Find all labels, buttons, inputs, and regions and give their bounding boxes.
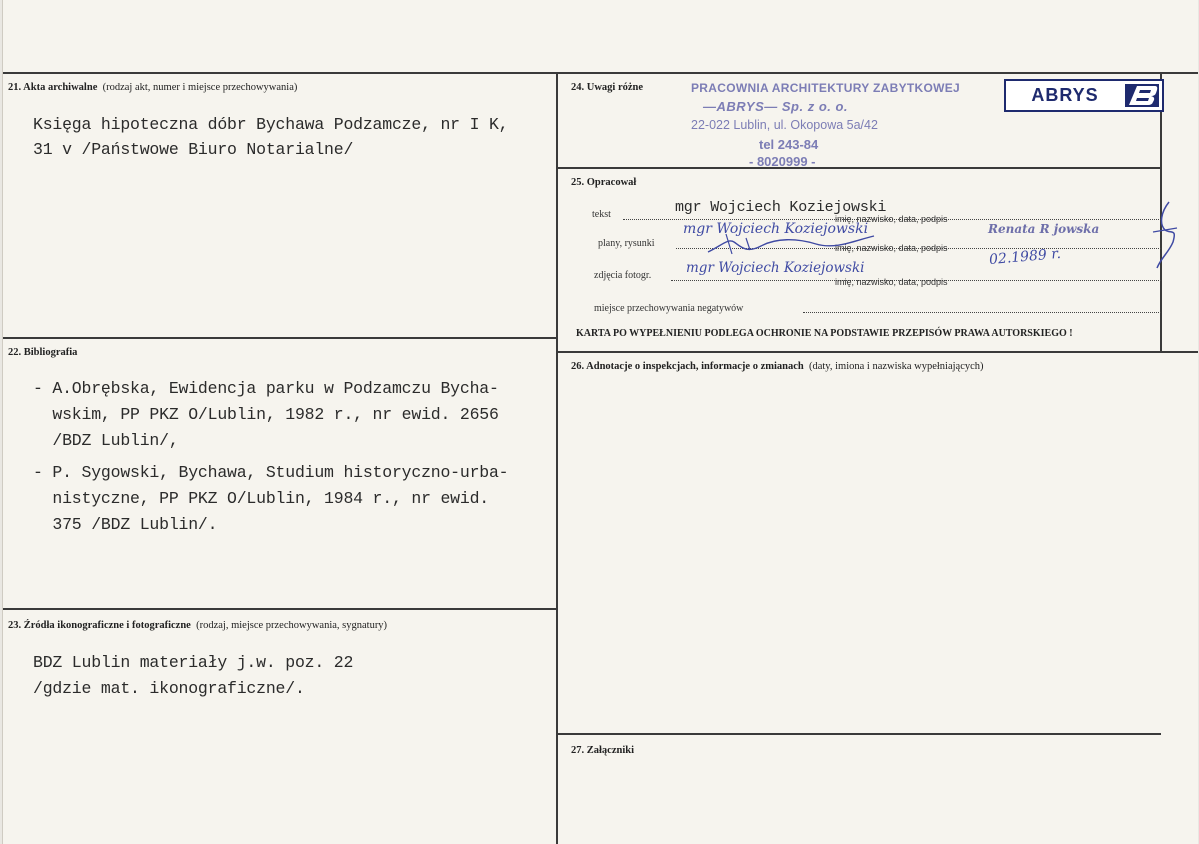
bibliography-line-1: - A.Obrębska, Ewidencja parku w Podzamczu Bycha- [33, 379, 499, 398]
divider-22-23 [3, 608, 557, 610]
bibliography-line-3: /BDZ Lublin/, [33, 431, 179, 450]
company-stamp-line-4: tel 243-84 [759, 137, 819, 152]
bibliography-line-5: nistyczne, PP PKZ O/Lublin, 1984 r., nr ewid. [33, 489, 489, 508]
section-23-line-1: BDZ Lublin materiały j.w. poz. 22 [33, 653, 354, 672]
zdjecia-caption: imię, nazwisko, data, podpis [835, 277, 948, 287]
abrys-logo-text: ABRYS [1031, 85, 1099, 105]
date-handwritten: 02.1989 r. [988, 245, 1062, 269]
abrys-logo-mark-icon [1125, 84, 1159, 107]
column-divider [556, 72, 558, 844]
signature-initial-icon [1151, 198, 1181, 283]
row-zdjecia-label: zdjęcia fotogr. [594, 270, 652, 281]
section-27-label: 27. Załączniki [571, 745, 635, 756]
row-tekst-label: tekst [592, 209, 611, 220]
section-21-line-1: Księga hipoteczna dóbr Bychawa Podzamcze, nr I K, [33, 115, 509, 134]
company-stamp-line-3: 22-022 Lublin, ul. Okopowa 5a/42 [691, 118, 878, 132]
bibliography-line-2: wskim, PP PKZ O/Lublin, 1982 r., nr ewid. 2656 [33, 405, 499, 424]
plany-stamp-right: Renata R jowska [988, 222, 1100, 236]
zdjecia-value: mgr Wojciech Koziejowski [686, 260, 865, 276]
section-21-label: 21. Akta archiwalne (rodzaj akt, numer i miejsce przechowywania) [8, 82, 298, 93]
section-23-label: 23. Źródła ikonograficzne i fotograficzne (rodzaj, miejsce przechowywania, sygnatury) [8, 620, 388, 631]
section-24-label: 24. Uwagi różne [571, 82, 644, 93]
divider-24-25 [556, 167, 1161, 169]
company-stamp-line-1: PRACOWNIA ARCHITEKTURY ZABYTKOWEJ [691, 81, 961, 95]
top-border [3, 72, 1198, 74]
abrys-logo [1004, 79, 1164, 112]
divider-26-27 [556, 733, 1161, 735]
row-miejsce-label: miejsce przechowywania negatywów [594, 303, 744, 314]
tekst-value: mgr Wojciech Koziejowski [675, 199, 887, 216]
record-card [2, 0, 1198, 844]
tekst-caption: imię, nazwisko, data, podpis [835, 214, 948, 224]
copyright-warning: KARTA PO WYPEŁNIENIU PODLEGA OCHRONIE NA PODSTAWIE PRZEPISÓW PRAWA AUTORSKIEGO ! [576, 328, 1073, 339]
company-stamp-line-5: - 8020999 - [749, 154, 816, 169]
section-23-line-2: /gdzie mat. ikonograficzne/. [33, 679, 305, 698]
section-21-line-2: 31 v /Państwowe Biuro Notarialne/ [33, 140, 354, 159]
bibliography-line-6: 375 /BDZ Lublin/. [33, 515, 218, 534]
divider-21-22 [3, 337, 557, 339]
section-22-label: 22. Bibliografia [8, 347, 78, 358]
section-25-label: 25. Opracował [571, 177, 637, 188]
plany-value: mgr Wojciech Koziejowski [683, 221, 869, 237]
section-26-label: 26. Adnotacje o inspekcjach, informacje o zmianach (daty, imiona i nazwiska wypełniających) [571, 361, 984, 372]
signature-scribble-icon [706, 228, 876, 263]
plany-caption: imię, nazwisko, data, podpis [835, 243, 948, 253]
row-plany-label: plany, rysunki [598, 238, 655, 249]
row-miejsce-dotted-line [803, 312, 1161, 313]
divider-25-26 [556, 351, 1198, 353]
company-stamp-line-2: —ABRYS— Sp. z o. o. [703, 99, 849, 114]
bibliography-line-4: - P. Sygowski, Bychawa, Studium historyczno-urba- [33, 463, 509, 482]
